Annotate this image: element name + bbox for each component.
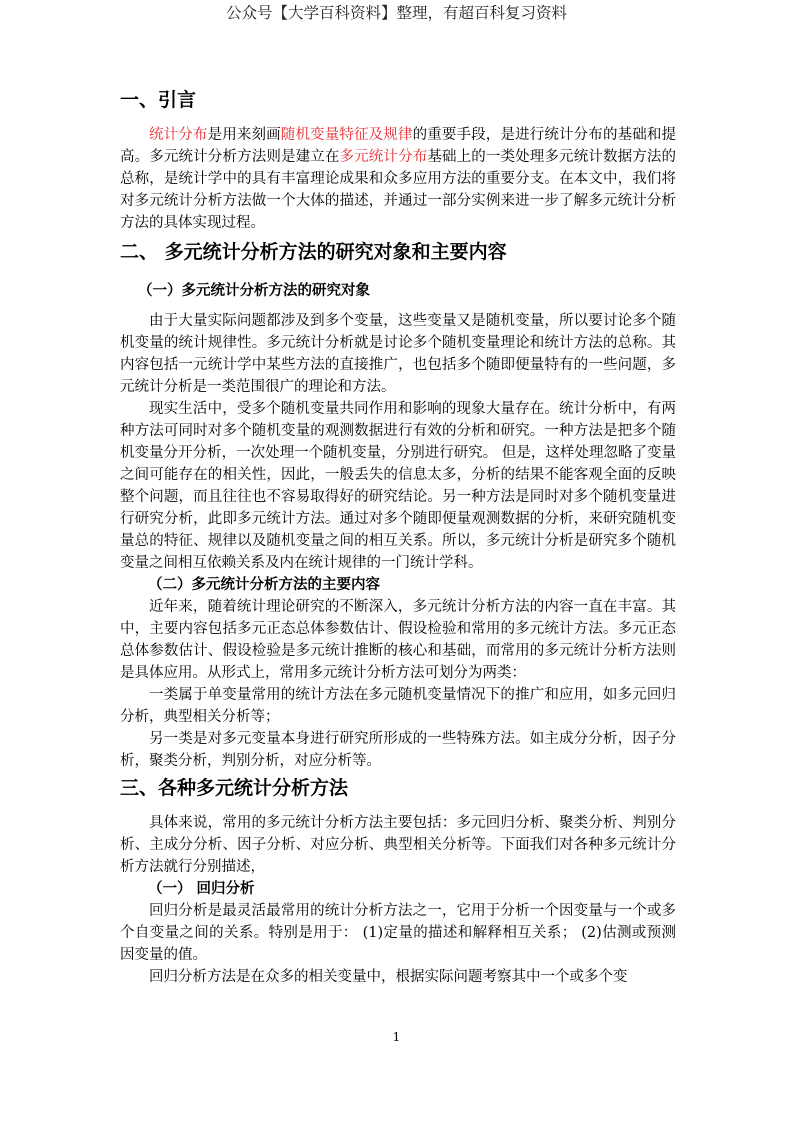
heading-section-2: 二、 多元统计分析方法的研究对象和主要内容 xyxy=(120,241,507,263)
heading-subsection-3-1: （一） 回归分析 xyxy=(148,881,255,897)
paragraph: 现实生活中，受多个随机变量共同作用和影响的现象大量存在。统计分析中，有两种方法可同时对多个随机变量的观测数据进行有效的分析和研究。一种方法是把多个随机变量分开分析，一次处理一个随机变量，分别进行研究。 但是，这样处理忽略了变量之间可能存在的相关性，因此，一般丢失的信息太多，分析的结果不能客观全面的反映整个问题，而且往往也不容易取得好的研究结论。另一种方法是同时对多个随机变量进行研究分析，此即多元统计方法。通过对多个随即便量观测数据的分析，来研究随机变量总的特征、规律以及随机变量之间的相互关系。所以，多元统计分析是研究多个随机变量之间相互依赖关系及内在统计规律的一门统计学科。 xyxy=(120,401,676,571)
heading-section-3: 三、各种多元统计分析方法 xyxy=(120,777,349,799)
heading-introduction: 一、引言 xyxy=(120,89,197,111)
paragraph: 回归分析是最灵活最常用的统计分析方法之一，它用于分析一个因变量与一个或多个自变量之间的关系。特别是用于： (1)定量的描述和解释相互关系； (2)估测或预测因变量的值。 xyxy=(120,903,676,963)
text-run: 的重要手段，是进行统计分布的基础和提高。多元统计分析方法则是建立在 xyxy=(120,127,677,165)
text-run: 是用来刻画 xyxy=(207,127,281,143)
paragraph: 回归分析方法是在众多的相关变量中，根据实际问题考察其中一个或多个变 xyxy=(149,969,628,985)
link-statistical-distribution[interactable]: 统计分布 xyxy=(149,127,208,143)
heading-subsection-2-2: （二）多元统计分析方法的主要内容 xyxy=(148,577,380,593)
paragraph: 另一类是对多元变量本身进行研究所形成的一些特殊方法。如主成分分析，因子分析，聚类分析，判别分析，对应分析等。 xyxy=(120,731,676,769)
paragraph: 由于大量实际问题都涉及到多个变量，这些变量又是随机变量，所以要讨论多个随机变量的统计规律性。多元统计分析就是讨论多个随机变量理论和统计方法的总称。其内容包括一元统计学中某些方法的直接推广，也包括多个随即便量特有的一些问题，多元统计分析是一类范围很广的理论和方法。 xyxy=(120,313,676,395)
page-number: 1 xyxy=(392,1030,401,1044)
link-random-variable-features[interactable]: 随机变量特征及规律 xyxy=(280,127,413,143)
document-body xyxy=(120,86,676,988)
paragraph: 一类属于单变量常用的统计方法在多元随机变量情况下的推广和应用，如多元回归分析，典型相关分析等； xyxy=(120,687,676,725)
link-multivariate-distribution[interactable]: 多元统计分布 xyxy=(339,149,428,165)
intro-paragraph xyxy=(120,124,676,234)
page-header: 公众号【大学百科资料】整理，有超百科复习资料 xyxy=(225,4,567,22)
paragraph: 具体来说，常用的多元统计分析方法主要包括：多元回归分析、聚类分析、判别分析、主成分分析、因子分析、对应分析、典型相关分析等。下面我们对各种多元统计分析方法就行分别描述， xyxy=(120,815,676,875)
text-run: 基础上的一类处理多元统计数据方法的总称，是统计学中的具有丰富理论成果和众多应用方法的重要分支。在本文中，我们将对多元统计分析方法做一个大体的描述，并通过一部分实例来进一步了解多元统计分析方法的具体实现过程。 xyxy=(120,149,677,231)
heading-subsection-2-1: （一）多元统计分析方法的研究对象 xyxy=(138,283,370,299)
paragraph: 近年来，随着统计理论研究的不断深入，多元统计分析方法的内容一直在丰富。其中，主要内容包括多元正态总体参数估计、假设检验和常用的多元统计方法。多元正态总体参数估计、假设检验是多元统计推断的核心和基础，而常用的多元统计分析方法则是具体应用。从形式上，常用多元统计分析方法可划分为两类： xyxy=(120,599,676,681)
